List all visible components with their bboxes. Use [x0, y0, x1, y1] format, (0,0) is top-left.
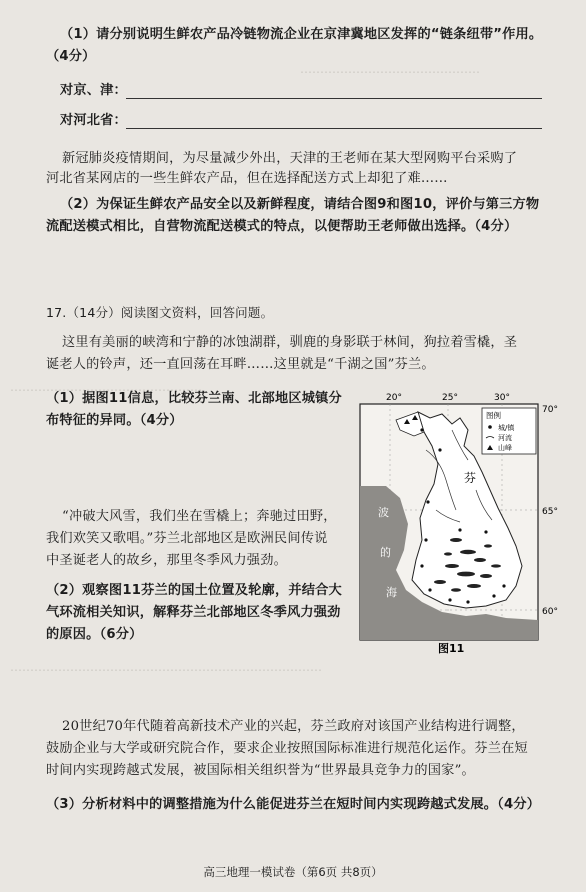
q17-part1: （1）据图11信息，比较芬兰南、北部地区城镇分: [46, 391, 342, 406]
q17-header: 17.（14分）阅读图文资料，回答问题。: [46, 305, 274, 320]
lon-label: 20°: [386, 393, 402, 403]
bleed-through: …………………………………………: [10, 380, 202, 394]
q17-part3: （3）分析材料中的调整措施为什么能促进芬兰在短时间内实现跨越式发展。（4分）: [46, 797, 541, 812]
q16-story: 河北省某网店的一些生鲜农产品，但在选择配送方式上却犯了难……: [46, 171, 448, 186]
q16-part1-score: （4分）: [46, 49, 96, 64]
sea-label: 海: [386, 586, 397, 599]
legend-town-symbol: [488, 425, 492, 429]
q17-part2: （2）观察图11芬兰的国土位置及轮廓，并结合大: [46, 583, 342, 598]
q17-part2: 的原因。（6分）: [46, 627, 143, 642]
answer-label-hebei: 对河北省：: [60, 113, 127, 128]
q17-part2: 气环流相关知识，解释芬兰北部地区冬季风力强劲: [46, 605, 341, 620]
lon-label: 30°: [494, 393, 510, 403]
q16-story: 新冠肺炎疫情期间，为尽量减少外出，天津的王老师在某大型网购平台采购了: [62, 151, 518, 166]
legend-item: 河流: [498, 434, 512, 442]
finland-map-svg: [356, 390, 564, 654]
country-label: 芬: [464, 471, 477, 485]
legend-item: 山峰: [498, 444, 512, 452]
lon-label: 25°: [442, 393, 458, 403]
q16-part2: 流配送模式相比，自营物流配送模式的特点，以便帮助王老师做出选择。（4分）: [46, 219, 518, 234]
q16-part2: （2）为保证生鲜农产品安全以及新鲜程度，请结合图9和图10，评价与第三方物: [60, 197, 540, 212]
lat-label: 70°: [542, 405, 558, 415]
legend-title: 图例: [486, 411, 501, 420]
q17-intro: 这里有美丽的峡湾和宁静的冰蚀湖群，驯鹿的身影联于林间，狗拉着雪橇，圣: [62, 335, 518, 350]
sea-label: 波: [378, 506, 389, 519]
q17-quote: “冲破大风雪，我们坐在雪橇上；奔驰过田野，: [62, 509, 337, 524]
bleed-through: ……………………………………………………………………: [10, 660, 322, 674]
page-footer: 高三地理一模试卷（第6页 共8页）: [203, 865, 383, 879]
legend-item: 城/镇: [498, 424, 515, 432]
lat-label: 65°: [542, 507, 558, 517]
sea-label: 的: [380, 546, 391, 559]
map-caption: 图11: [438, 642, 465, 654]
q17-intro: 诞老人的铃声，还一直回荡在耳畔……这里就是“千湖之国”芬兰。: [46, 357, 435, 372]
answer-line-hebei[interactable]: [126, 128, 542, 129]
q16-part1: （1）请分别说明生鲜农产品冷链物流企业在京津冀地区发挥的“链条纽带”作用。: [60, 27, 543, 42]
answer-line-jingjin[interactable]: [126, 98, 542, 99]
lat-label: 60°: [542, 607, 558, 617]
q17-material: 时间内实现跨越式发展，被国际相关组织誉为“世界最具竞争力的国家”。: [46, 763, 475, 778]
finland-map: [356, 390, 564, 654]
q17-material: 20世纪70年代随着高新技术产业的兴起，芬兰政府对该国产业结构进行调整，: [62, 719, 525, 734]
q17-material: 鼓励企业与大学或研究院合作，要求企业按照国际标准进行规范化运作。芬兰在短: [46, 741, 528, 756]
q17-quote: 中圣诞老人的故乡，那里冬季风力强劲。: [46, 553, 287, 568]
bleed-through: ………………………………………: [300, 62, 480, 76]
answer-label-jingjin: 对京、津：: [60, 83, 127, 98]
q17-quote: 我们欢笑又歌唱。”芬兰北部地区是欧洲民间传说: [46, 531, 328, 546]
q17-part1: 布特征的异同。（4分）: [46, 413, 183, 428]
